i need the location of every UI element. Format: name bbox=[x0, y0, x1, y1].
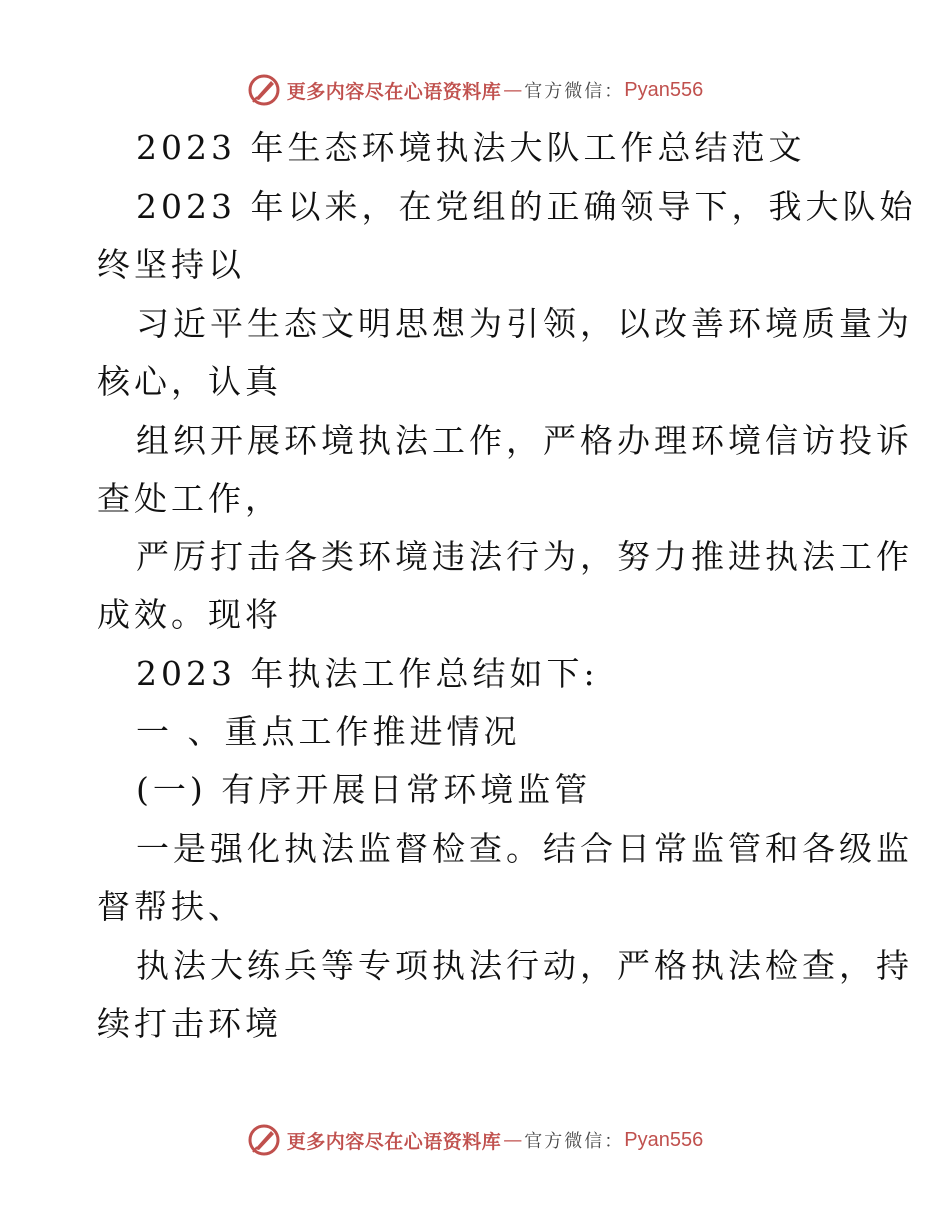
section-heading: 一 、重点工作推进情况 bbox=[136, 712, 521, 751]
document-title: 2023 年生态环境执法大队工作总结范文 bbox=[136, 128, 806, 167]
paragraph-line: 组织开展环境执法工作，严格办理环境信访投诉 bbox=[136, 421, 913, 460]
paragraph-line: 成效。现将 bbox=[97, 595, 282, 634]
paragraph-line: 一是强化执法监督检查。结合日常监管和各级监 bbox=[136, 829, 913, 868]
watermark-separator: — bbox=[503, 79, 523, 101]
watermark-wechat-id: Pyan556 bbox=[624, 78, 704, 101]
subsection-heading: (一) 有序开展日常环境监管 bbox=[136, 770, 592, 809]
watermark-wechat-id: Pyan556 bbox=[624, 1128, 704, 1151]
watermark-wechat-label: 官方微信： bbox=[524, 81, 625, 102]
paragraph-line: 核心，认真 bbox=[97, 362, 282, 401]
watermark-main-text: 更多内容尽在心语资料库 bbox=[286, 1130, 502, 1153]
paragraph-line: 续打击环境 bbox=[97, 1004, 282, 1043]
paragraph-line: 习近平生态文明思想为引领，以改善环境质量为 bbox=[136, 304, 913, 343]
quill-logo-icon bbox=[247, 1123, 281, 1157]
watermark-wechat-label: 官方微信： bbox=[524, 1131, 625, 1152]
quill-logo-icon bbox=[247, 73, 281, 107]
footer-watermark bbox=[0, 1120, 950, 1160]
header-watermark bbox=[0, 70, 950, 110]
paragraph-line: 严厉打击各类环境违法行为，努力推进执法工作 bbox=[136, 537, 913, 576]
paragraph-line: 督帮扶、 bbox=[97, 887, 245, 926]
watermark-separator: — bbox=[503, 1129, 523, 1151]
paragraph-line: 2023 年执法工作总结如下: bbox=[136, 654, 599, 693]
watermark-main-text: 更多内容尽在心语资料库 bbox=[286, 80, 502, 103]
paragraph-line: 查处工作， bbox=[97, 479, 282, 518]
paragraph-line: 2023 年以来，在党组的正确领导下，我大队始 bbox=[136, 187, 917, 226]
paragraph-line: 执法大练兵等专项执法行动，严格执法检查，持 bbox=[136, 946, 913, 985]
paragraph-line: 终坚持以 bbox=[97, 245, 245, 284]
